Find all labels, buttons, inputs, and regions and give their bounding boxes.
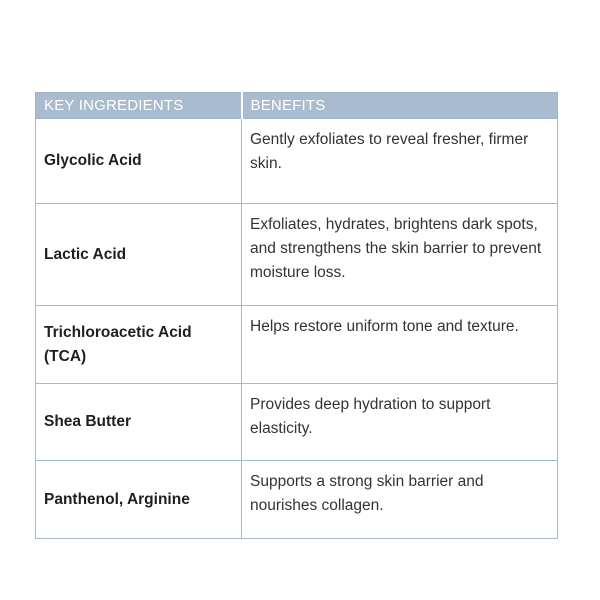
ingredient-cell: Shea Butter [36,384,242,461]
table-row [36,384,558,461]
header-benefits: BENEFITS [242,93,558,119]
table-row [36,306,558,384]
benefit-cell: Helps restore uniform tone and texture. [242,306,558,384]
ingredient-cell: Trichloroacetic Acid (TCA) [36,306,242,384]
ingredient-cell: Glycolic Acid [36,119,242,204]
table-header-row [36,93,558,119]
table-row [36,119,558,204]
benefit-cell: Gently exfoliates to reveal fresher, firmer skin. [242,119,558,204]
ingredient-cell: Lactic Acid [36,204,242,306]
benefit-cell: Provides deep hydration to support elasticity. [242,384,558,461]
benefit-cell: Exfoliates, hydrates, brightens dark spots, and strengthens the skin barrier to prevent moisture loss. [242,204,558,306]
ingredients-table-container [35,92,557,539]
ingredients-table [35,92,558,539]
table-row [36,461,558,539]
benefit-cell: Supports a strong skin barrier and nourishes collagen. [242,461,558,539]
ingredient-cell: Panthenol, Arginine [36,461,242,539]
table-row [36,204,558,306]
header-key-ingredients: KEY INGREDIENTS [36,93,242,119]
